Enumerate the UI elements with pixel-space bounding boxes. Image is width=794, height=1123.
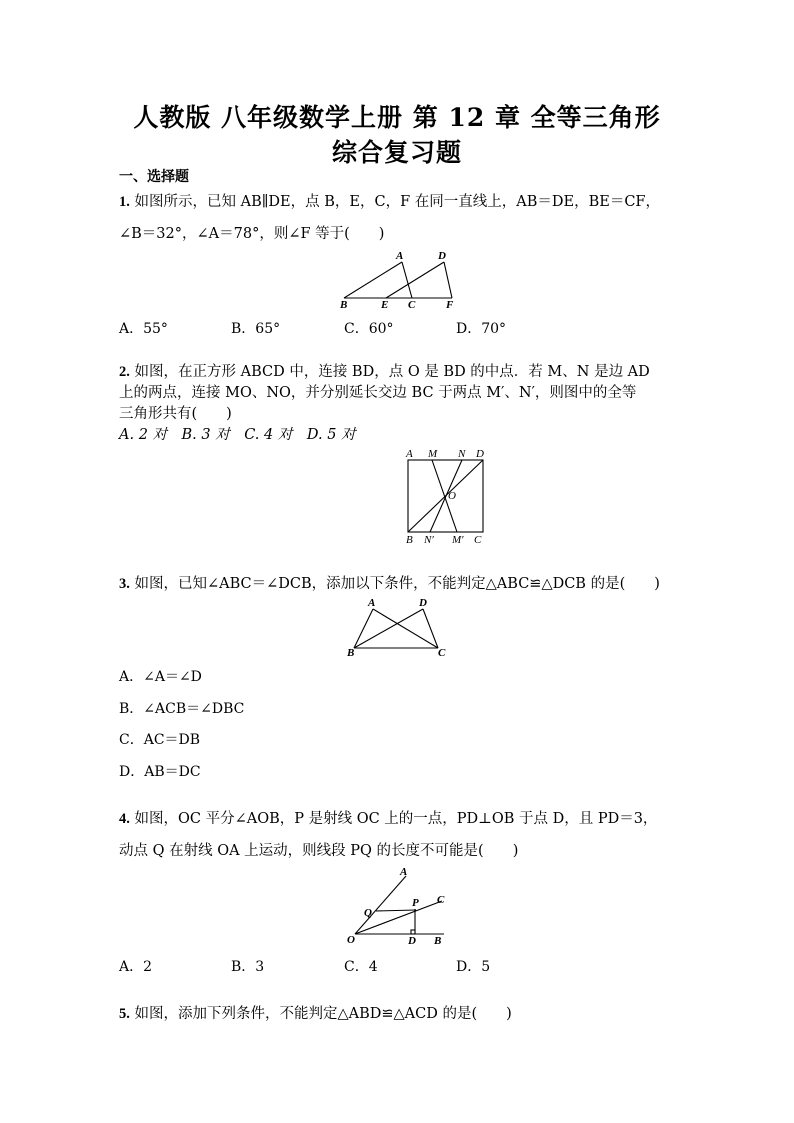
- q2-label-n-prime: N′: [424, 534, 434, 546]
- q2-line-nn: [430, 460, 462, 532]
- q4-ray-oa: [355, 876, 406, 934]
- question-3-figure: [340, 596, 452, 660]
- question-5-text: 如图，添加下列条件，不能判定△ABD≌△ACD 的是( ): [134, 1006, 512, 1022]
- question-1-figure: [330, 246, 470, 314]
- q1-label-a: A: [396, 250, 404, 262]
- q4-label-q: Q: [364, 907, 372, 919]
- q1-line-df: [444, 262, 452, 298]
- question-2-text: 如图，在正方形 ABCD 中，连接 BD，点 O 是 BD 的中点．若 M、N 是边 AD: [134, 364, 650, 380]
- q3-option-b: B．∠ACB＝∠DBC: [119, 701, 245, 717]
- q1-line-ba: [344, 262, 402, 298]
- q3-label-c: C: [438, 647, 446, 659]
- question-1-text: 如图所示，已知 AB∥DE，点 B，E，C，F 在同一直线上，AB＝DE，BE＝CF，: [134, 194, 660, 210]
- q4-option-d: D．5: [456, 959, 491, 975]
- q3-label-a: A: [368, 597, 376, 609]
- q1-line-ed: [386, 262, 444, 298]
- q1-label-b: B: [340, 299, 348, 311]
- q4-line-qp: [376, 910, 416, 911]
- question-1-number: 1.: [119, 194, 130, 210]
- q2-label-n: N: [458, 448, 466, 460]
- question-2-number: 2.: [119, 364, 130, 380]
- question-1-line1: [119, 192, 660, 212]
- page-title-line2: 综合复习题: [331, 138, 462, 167]
- question-4-figure: [338, 864, 456, 950]
- q2-label-m-prime: M′: [452, 534, 464, 546]
- q3-option-c: C．AC＝DB: [119, 732, 201, 748]
- q1-line-ac: [402, 262, 412, 298]
- question-2-line3: 三角形共有( ): [119, 406, 232, 422]
- question-5-line1: [119, 1004, 512, 1024]
- q4-label-d: D: [408, 935, 416, 947]
- q2-options: A. 2 对 B. 3 对 C. 4 对 D. 5 对: [119, 427, 356, 443]
- q4-label-o: O: [347, 934, 355, 946]
- q1-option-a: A．55°: [119, 321, 168, 337]
- question-4-line1: [119, 809, 657, 829]
- q4-label-p: P: [412, 897, 419, 909]
- question-4-line2: 动点 Q 在射线 OA 上运动，则线段 PQ 的长度不可能是( ): [119, 843, 519, 859]
- q3-line-ac: [373, 609, 438, 648]
- question-5-number: 5.: [119, 1006, 130, 1022]
- q3-option-a: A．∠A＝∠D: [119, 669, 202, 685]
- q4-option-c: C．4: [344, 959, 378, 975]
- question-4-text: 如图，OC 平分∠AOB，P 是射线 OC 上的一点，PD⊥OB 于点 D，且 PD＝3，: [134, 811, 658, 827]
- q1-option-b: B．65°: [231, 321, 281, 337]
- q3-line-cd: [423, 609, 438, 648]
- q4-right-angle-mark: [411, 930, 415, 934]
- section-heading: 一、选择题: [119, 169, 189, 185]
- question-4-number: 4.: [119, 811, 130, 827]
- q3-line-db: [354, 609, 423, 648]
- question-2-figure: [400, 446, 492, 546]
- page-title-line1: 人教版 八年级数学上册 第 12 章 全等三角形: [133, 103, 661, 132]
- question-3-line1: [119, 574, 660, 594]
- question-3-number: 3.: [119, 576, 130, 592]
- q2-label-b: B: [406, 534, 413, 546]
- q2-label-m: M: [428, 448, 438, 460]
- question-2-line1: [119, 362, 650, 382]
- q4-label-a: A: [400, 866, 408, 878]
- q1-label-e: E: [381, 299, 389, 311]
- question-1-line2: ∠B＝32°，∠A＝78°，则∠F 等于( ): [119, 226, 385, 242]
- q1-option-d: D．70°: [456, 321, 507, 337]
- q2-label-d: D: [476, 448, 484, 460]
- q3-label-b: B: [347, 647, 355, 659]
- q4-label-c: C: [437, 894, 445, 906]
- q1-label-f: F: [446, 299, 454, 311]
- q1-label-c: C: [408, 299, 416, 311]
- q3-label-d: D: [419, 597, 427, 609]
- question-2-line2: 上的两点，连接 MO、NO，并分别延长交边 BC 于两点 M′、N′，则图中的全等: [119, 385, 637, 401]
- q2-label-c: C: [474, 534, 482, 546]
- q4-option-a: A．2: [119, 959, 153, 975]
- q4-option-b: B．3: [231, 959, 265, 975]
- q2-label-o: O: [448, 490, 456, 502]
- q3-option-d: D．AB＝DC: [119, 764, 201, 780]
- q1-label-d: D: [438, 250, 446, 262]
- q4-label-b: B: [434, 935, 442, 947]
- question-3-text: 如图，已知∠ABC＝∠DCB，添加以下条件，不能判定△ABC≌△DCB 的是( ): [134, 576, 660, 592]
- q1-option-c: C．60°: [344, 321, 394, 337]
- q2-label-a: A: [406, 448, 413, 460]
